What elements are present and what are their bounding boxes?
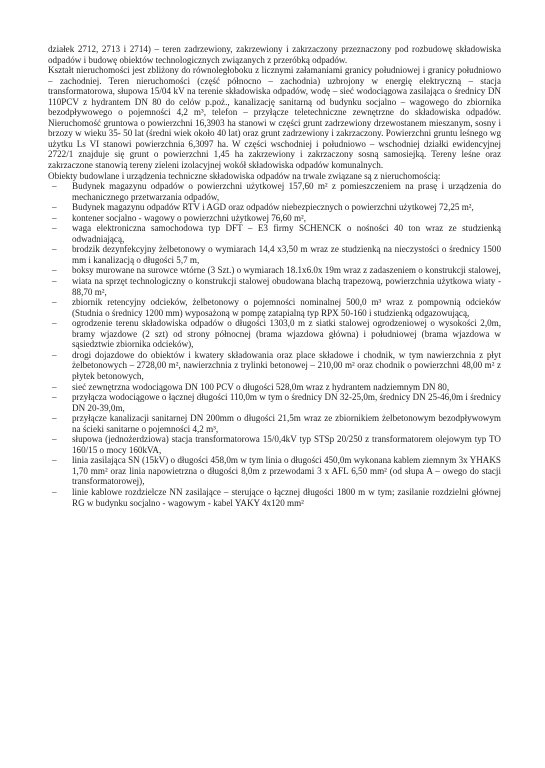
list-item: – wiata na sprzęt technologiczny o konstrukcji stalowej obudowana blachą trapezową, powierzchnia użytkowa wiaty - 88,70 m², (48, 276, 501, 297)
intro-paragraph: działek 2712, 2713 i 2714) – teren zadrzewiony, zakrzewiony i zakrzaczony przeznaczony pod rozbudowę składowiska odpadów i budowę obiektów technologicznych związanych z przeróbką odpadów. (48, 44, 501, 65)
list-item: – zbiornik retencyjny odcieków, żelbetonowy o pojemności nominalnej 500,0 m³ wraz z pompownią odcieków (Studnia o średnicy 1200 mm) wyposażoną w pompę zatapialną typ RPX 50-160 i studzienką odgazowującą, (48, 297, 501, 318)
list-item: – brodzik dezynfekcyjny żelbetonowy o wymiarach 14,4 x3,50 m wraz ze studzienką na nieczystości o średnicy 1500 mm i kanalizacją o długości 5,7 m, (48, 244, 501, 265)
list-item: – waga elektroniczna samochodowa typ DFT – E3 firmy SCHENCK o nośności 40 ton wraz ze studzienką odwadniającą, (48, 223, 501, 244)
shape-paragraph: Kształt nieruchomości jest zbliżony do równoległoboku z licznymi załamaniami granicy południowej i granicy południowo – zachodniej. Teren nieruchomości (część północno – zachodnia) uzbrojony w energię elektryczną – stacja transformatorowa, słupowa 15/04 kV na terenie składowiska odpadów, wodę – sieć wodociągowa zasilająca o średnicy DN 110PCV z hydrantem DN 80 do celów p.poż., kanalizację sanitarną od budynku socjalno – wagowego do zbiornika bezodpływowego o pojemności 4,2 m³, telefon – przyłącze teletechniczne zewnętrzne do składowiska odpadów. Nieruchomość gruntowa o powierzchni 16,3903 ha stanowi w części grunt zadrzewiony drzewostanem mieszanym, sosny i brzozy w wieku 35- 50 lat (średni wiek około 40 lat) oraz grunt zadrzewiony i zakrzaczony. Powierzchni gruntu leśnego wg użytku Ls VI stanowi powierzchnia 6,3097 ha. W części wschodniej i południowo – wschodniej działki ewidencyjnej 2722/1 znajduje się grunt o powierzchni 1,45 ha zakrzewiony i zakrzaczony sosną samosiejką. Tereny leśne oraz zakrzaczone stanowią tereny zieleni izolacyjnej wokół składowiska odpadów komunalnych. (48, 65, 501, 171)
list-item: – linie kablowe rozdzielcze NN zasilające – sterujące o łącznej długości 1800 m w tym; zasilanie rozdzielni głównej RG w budynku socjalno - wagowym - kabel YAKY 4x120 mm² (48, 487, 501, 508)
list-item: – przyłącze kanalizacji sanitarnej DN 200mm o długości 21,5m wraz ze zbiornikiem żelbetonowym bezodpływowym na ścieki sanitarne o pojemności 4,2 m³, (48, 413, 501, 434)
list-item: – Budynek magazynu odpadów o powierzchni użytkowej 157,60 m² z pomieszczeniem na prasę i urządzenia do mechanicznego przetwarzania odpadów, (48, 181, 501, 202)
list-item: – Budynek magazynu odpadów RTV i AGD oraz odpadów niebezpiecznych o powierzchni użytkowej 72,25 m², (48, 202, 501, 213)
objects-intro: Obiekty budowlane i urządzenia techniczne składowiska odpadów na trwale związane są z nieruchomością: (48, 170, 441, 181)
list-item: – drogi dojazdowe do obiektów i kwatery składowania oraz place składowe i chodnik, w tym nawierzchnia z płyt żelbetonowych – 2728,00 m², nawierzchnia z trylinki betonowej – 210,00 m² oraz chodnik o powierzchni 48,00 m² z płytek betonowych, (48, 350, 501, 382)
list-item: – słupowa (jednożerdziowa) stacja transformatorowa 15/0,4kV typ STSp 20/250 z transformatorem olejowym typ TO 160/15 o mocy 160kVA, (48, 434, 501, 455)
list-item: – boksy murowane na surowce wtórne (3 Szt.) o wymiarach 18.1x6.0x 19m wraz z zadaszeniem o konstrukcji stalowej, (48, 265, 501, 276)
objects-list (48, 181, 501, 508)
list-item: – linia zasilająca SN (15kV) o długości 458,0m w tym linia o długości 450,0m wykonana kablem ziemnym 3x YHAKS 1,70 mm² oraz linia napowietrzna o długości 8,0m z przewodami 3 x AFL 6,50 mm² (od słupa A – owego do stacji transformatorowej), (48, 455, 501, 487)
list-item: – sieć zewnętrzna wodociągowa DN 100 PCV o długości 528,0m wraz z hydrantem nadziemnym DN 80, (48, 382, 501, 393)
list-item: – przyłącza wodociągowe o łącznej długości 110,0m w tym o średnicy DN 32-25,0m, średnicy DN 25-46,0m i średnicy DN 20-39,0m, (48, 392, 501, 413)
list-item: – kontener socjalno - wagowy o powierzchni użytkowej 76,60 m², (48, 213, 501, 224)
list-item: – ogrodzenie terenu składowiska odpadów o długości 1303,0 m z siatki stalowej ogrodzeniowej o wysokości 2,0m, bramy wjazdowe (2 szt) od strony północnej (brama wjazdowa główna) i południowej (brama wjazdowa w sąsiedztwie zbiornika odcieków), (48, 318, 501, 350)
